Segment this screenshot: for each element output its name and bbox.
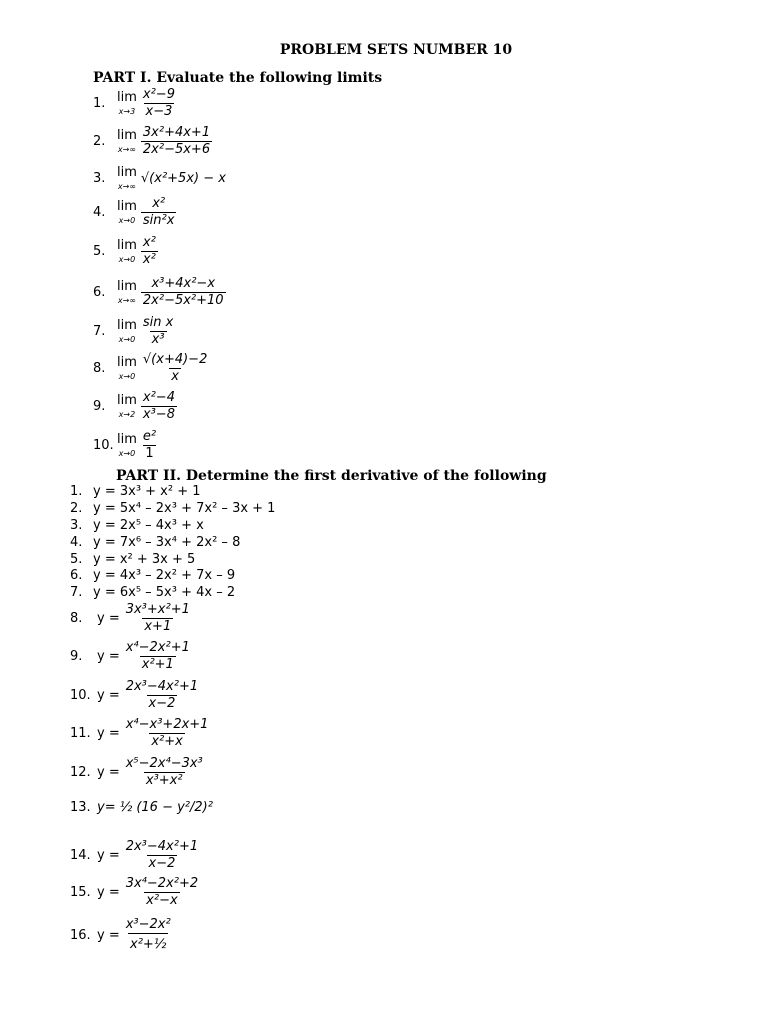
numerator: x²−4 (142, 390, 175, 405)
numerator: 3x³+x²+1 (125, 602, 190, 617)
numerator: √(x+4)−2 (142, 352, 208, 367)
numerator: x⁵−2x⁴−3x³ (125, 756, 203, 771)
problem-number: 3. (70, 518, 83, 533)
problem-number: 10. (93, 438, 114, 454)
problem-number: 7. (70, 585, 83, 600)
lhs: y = (97, 726, 120, 742)
numerator: x³−2x² (125, 917, 171, 932)
fraction (124, 757, 205, 789)
problem-number: 13. (70, 800, 91, 815)
derivative-problem-7 (70, 585, 235, 600)
denominator: x+1 (144, 618, 172, 634)
lim-word: lim (117, 238, 137, 254)
limit-problem-9 (93, 391, 177, 423)
derivative-problem-4 (70, 535, 240, 550)
limit-problem-3 (93, 166, 226, 191)
lim-subscript: x→0 (118, 335, 136, 345)
limit-problem-8 (93, 353, 209, 385)
lim-word: lim (117, 355, 137, 371)
numerator: 3x⁴−2x²+2 (125, 876, 199, 891)
fraction (124, 840, 200, 872)
lim-subscript: x→∞ (117, 145, 136, 155)
fraction (141, 197, 177, 229)
lim-subscript: x→0 (118, 372, 136, 382)
problem-number: 9. (93, 399, 106, 415)
fraction (141, 316, 175, 348)
lim-operator (117, 433, 137, 458)
derivative-problem-11 (70, 718, 210, 750)
lim-operator (117, 394, 137, 419)
denominator: x² (142, 251, 156, 267)
fraction (141, 391, 177, 423)
problem-number: 2. (70, 501, 83, 516)
fraction (141, 430, 158, 462)
lim-subscript: x→0 (118, 216, 136, 226)
denominator: x−2 (148, 695, 176, 711)
derivative-problem-6 (70, 568, 235, 583)
problem-number: 12. (70, 765, 91, 781)
lim-word: lim (117, 165, 137, 180)
lim-word: lim (117, 432, 137, 448)
denominator: x (171, 368, 179, 384)
limit-problem-10 (93, 430, 158, 462)
lim-subscript: x→0 (118, 255, 136, 265)
numerator: sin x (142, 315, 174, 330)
limit-problem-2 (93, 126, 212, 158)
problem-number: 6. (70, 568, 83, 583)
fraction (124, 680, 200, 712)
lhs: y= (97, 800, 116, 815)
expression: y = 4x³ – 2x² + 7x – 9 (93, 568, 236, 583)
derivative-problem-10 (70, 680, 200, 712)
lim-word: lim (117, 90, 137, 106)
derivative-problem-13 (70, 800, 213, 815)
problem-number: 14. (70, 848, 91, 864)
part1-heading: PART I. Evaluate the following limits (93, 70, 383, 86)
denominator: 2x²−5x²+10 (142, 292, 224, 308)
limit-problem-7 (93, 316, 175, 348)
fraction (141, 277, 226, 309)
lhs: y = (97, 688, 120, 704)
fraction (141, 236, 158, 268)
limit-problem-1 (93, 88, 177, 120)
denominator: x²+x (151, 733, 183, 749)
expression: √(x²+5x) − x (140, 171, 226, 186)
expression: ½ (16 − y²/2)² (119, 800, 213, 815)
problem-number: 5. (70, 552, 83, 567)
limit-problem-6 (93, 277, 226, 309)
problem-number: 5. (93, 244, 106, 260)
fraction (124, 603, 192, 635)
lhs: y = (97, 611, 120, 627)
fraction (124, 718, 211, 750)
problem-number: 10. (70, 688, 91, 704)
fraction (141, 126, 212, 158)
lim-word: lim (117, 393, 137, 409)
problem-number: 7. (93, 324, 106, 340)
numerator: e² (142, 429, 157, 444)
lhs: y = (97, 927, 120, 943)
denominator: x−3 (145, 103, 173, 119)
fraction (141, 353, 209, 385)
derivative-problem-9 (70, 641, 192, 673)
lim-operator (117, 239, 137, 264)
numerator: 3x²+4x+1 (142, 125, 211, 140)
lim-operator (117, 280, 137, 305)
derivative-problem-1 (70, 484, 201, 499)
derivative-problem-5 (70, 552, 195, 567)
denominator: sin²x (142, 212, 175, 228)
lim-word: lim (117, 128, 137, 144)
problem-number: 3. (93, 171, 106, 186)
denominator: x³ (151, 331, 165, 347)
lim-word: lim (117, 279, 137, 295)
lim-word: lim (117, 318, 137, 334)
problem-number: 6. (93, 285, 106, 301)
problem-number: 4. (93, 205, 106, 221)
problem-number: 2. (93, 134, 106, 150)
numerator: 2x³−4x²+1 (125, 839, 199, 854)
derivative-problem-12 (70, 757, 205, 789)
lim-subscript: x→∞ (117, 182, 136, 191)
denominator: 1 (145, 445, 154, 461)
numerator: x²−9 (142, 87, 175, 102)
fraction (124, 918, 173, 953)
limit-problem-4 (93, 197, 176, 229)
fraction (124, 641, 192, 673)
derivative-problem-14 (70, 840, 200, 872)
lhs: y = (97, 848, 120, 864)
denominator: x²+½ (128, 933, 168, 953)
derivative-problem-2 (70, 501, 275, 516)
expression: y = 2x⁵ – 4x³ + x (93, 518, 204, 533)
problem-number: 4. (70, 535, 83, 550)
lim-word: lim (117, 199, 137, 215)
lim-subscript: x→∞ (117, 296, 136, 306)
expression: y = 5x⁴ – 2x³ + 7x² – 3x + 1 (93, 501, 276, 516)
expression: y = 6x⁵ – 5x³ + 4x – 2 (93, 585, 236, 600)
lim-operator (117, 356, 137, 381)
lim-subscript: x→0 (118, 449, 136, 459)
lim-operator (117, 91, 137, 116)
derivative-problem-16 (70, 918, 173, 953)
lim-subscript: x→2 (118, 410, 136, 420)
expression: y = x² + 3x + 5 (93, 552, 196, 567)
numerator: x² (152, 196, 166, 211)
lhs: y = (97, 765, 120, 781)
problem-number: 1. (93, 96, 106, 112)
expression: y = 7x⁶ – 3x⁴ + 2x² – 8 (93, 535, 241, 550)
problem-number: 16. (70, 927, 91, 943)
fraction (124, 877, 200, 909)
problem-number: 1. (70, 484, 83, 499)
numerator: 2x³−4x²+1 (125, 679, 199, 694)
page-title: PROBLEM SETS NUMBER 10 (279, 42, 513, 58)
numerator: x³+4x²−x (151, 276, 216, 291)
lim-operator (117, 166, 137, 191)
limit-problem-5 (93, 236, 158, 268)
derivative-problem-8 (70, 603, 192, 635)
lim-operator (117, 319, 137, 344)
problem-number: 11. (70, 726, 91, 742)
lhs: y = (97, 649, 120, 665)
problem-number: 15. (70, 885, 91, 901)
denominator: x−2 (148, 855, 176, 871)
lim-operator (117, 129, 137, 154)
lim-subscript: x→3 (118, 107, 136, 117)
numerator: x⁴−2x²+1 (125, 640, 190, 655)
denominator: x²+1 (141, 656, 174, 672)
denominator: x³−8 (142, 406, 175, 422)
numerator: x⁴−x³+2x+1 (125, 717, 209, 732)
derivative-problem-15 (70, 877, 200, 909)
lhs: y = (97, 885, 120, 901)
expression: y = 3x³ + x² + 1 (93, 484, 201, 499)
lim-operator (117, 200, 137, 225)
denominator: 2x²−5x+6 (142, 141, 211, 157)
part2-heading: PART II. Determine the first derivative of the following (116, 468, 547, 484)
fraction (141, 88, 177, 120)
problem-number: 9. (70, 649, 83, 665)
derivative-problem-3 (70, 518, 204, 533)
denominator: x³+x² (145, 772, 183, 788)
problem-number: 8. (70, 611, 83, 627)
denominator: x²−x (146, 892, 178, 908)
numerator: x² (142, 235, 156, 250)
problem-number: 8. (93, 361, 106, 377)
